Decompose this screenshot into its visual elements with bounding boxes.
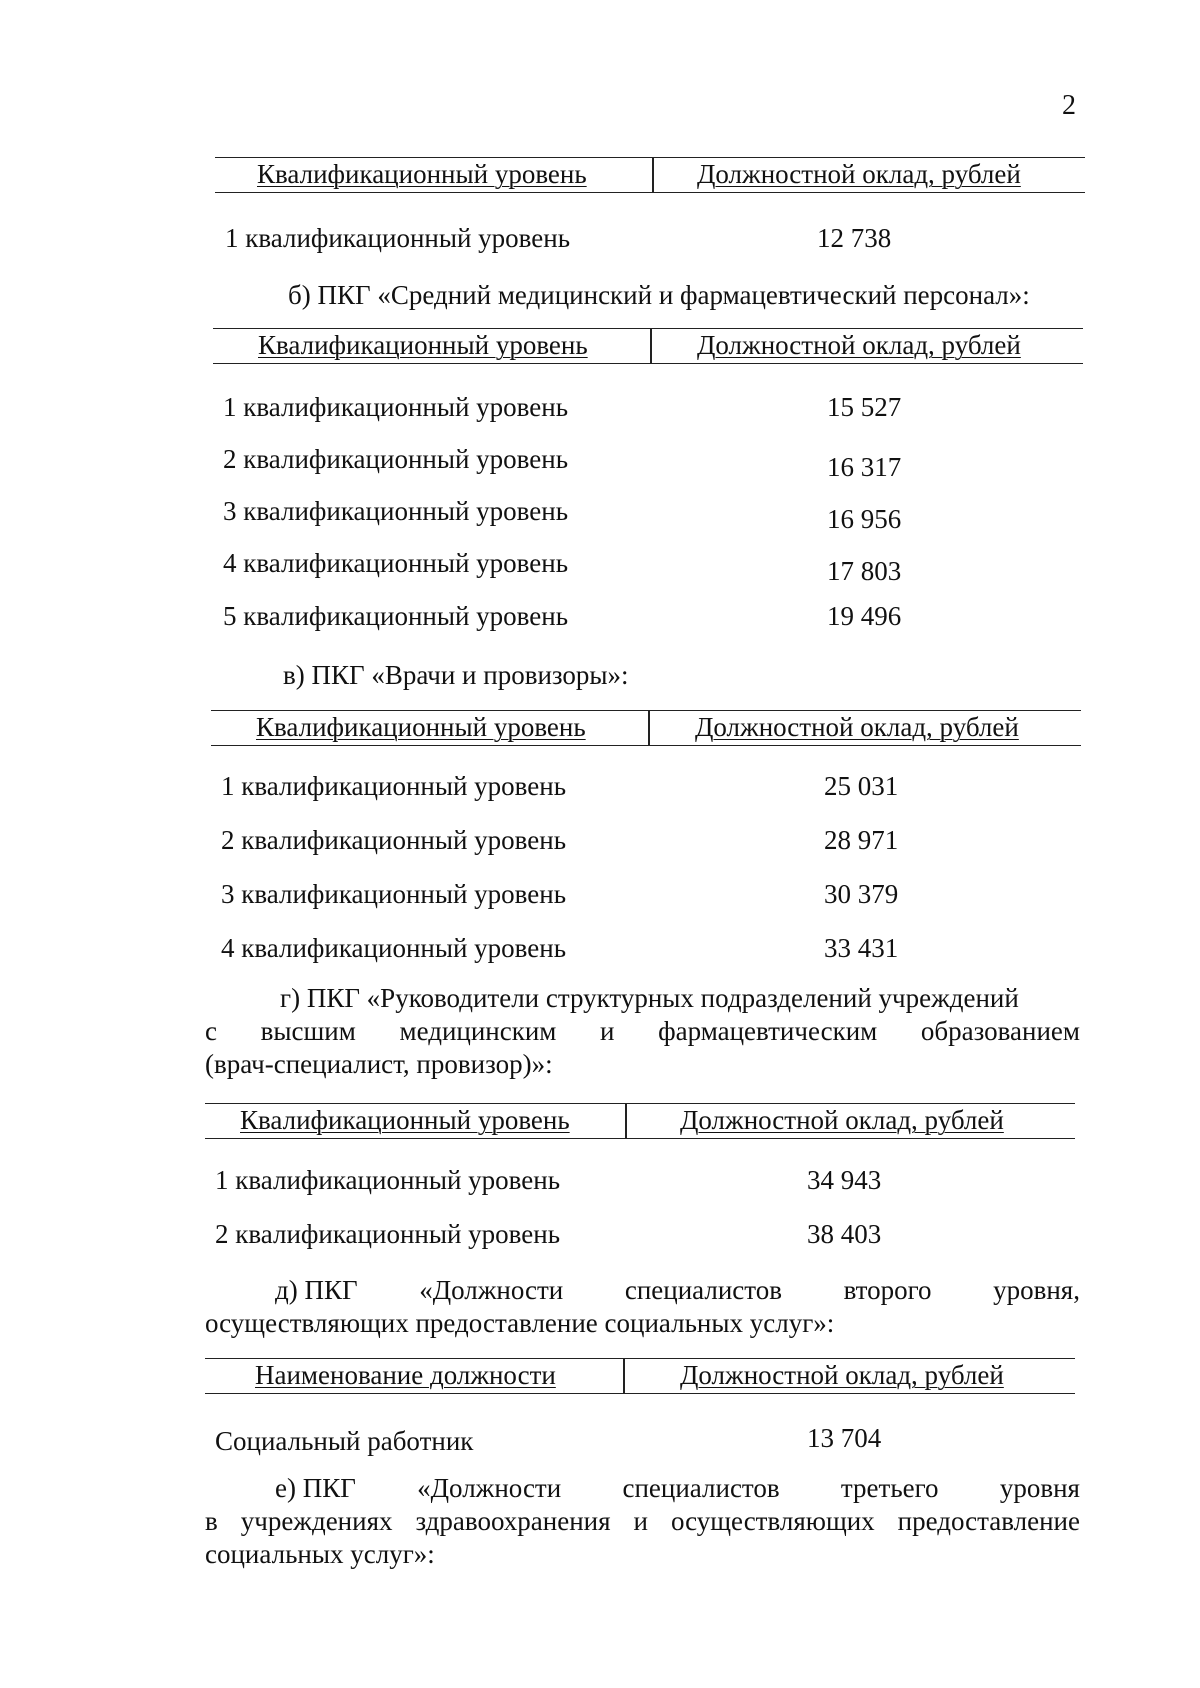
level-cell: 1 квалификационный уровень bbox=[221, 771, 567, 801]
level-cell: 3 квалификационный уровень bbox=[221, 879, 567, 909]
table-row bbox=[211, 881, 1081, 911]
table-d bbox=[205, 1358, 1075, 1456]
table-row bbox=[213, 496, 1083, 534]
column-divider bbox=[648, 711, 650, 745]
word: образованием bbox=[920, 1016, 1080, 1046]
word: «Должности bbox=[417, 1473, 562, 1503]
word: е) ПКГ bbox=[275, 1473, 356, 1503]
table-row bbox=[213, 603, 1083, 633]
level-cell: 4 квалификационный уровень bbox=[223, 548, 569, 578]
table-v-header bbox=[211, 710, 1081, 746]
word: второго bbox=[843, 1275, 932, 1305]
column-divider bbox=[652, 158, 654, 192]
page-number: 2 bbox=[1062, 90, 1076, 121]
salary-cell: 30 379 bbox=[824, 879, 899, 909]
table-row bbox=[205, 1423, 1075, 1458]
table-row bbox=[205, 1167, 1075, 1197]
salary-cell: 16 317 bbox=[827, 452, 902, 482]
section-d-line-2: осуществляющих предоставление социальных услуг»: bbox=[205, 1308, 835, 1338]
level-cell: 5 квалификационный уровень bbox=[223, 601, 569, 631]
column-header-salary: Должностной оклад, рублей bbox=[697, 330, 1021, 360]
table-row bbox=[211, 935, 1081, 965]
table-a-header bbox=[215, 157, 1085, 193]
word: уровня bbox=[999, 1473, 1080, 1503]
table-row bbox=[213, 548, 1083, 586]
word: фармацевтическим bbox=[658, 1016, 878, 1046]
word: и bbox=[600, 1016, 615, 1046]
salary-cell: 16 956 bbox=[827, 504, 902, 534]
salary-cell: 28 971 bbox=[824, 825, 899, 855]
word: специалистов bbox=[624, 1275, 782, 1305]
table-g-header bbox=[205, 1103, 1075, 1139]
section-g-line-2 bbox=[205, 1018, 1080, 1045]
salary-cell: 38 403 bbox=[807, 1219, 882, 1249]
salary-cell: 12 738 bbox=[817, 223, 892, 253]
word: «Должности bbox=[419, 1275, 564, 1305]
level-cell: 2 квалификационный уровень bbox=[223, 444, 569, 474]
word: медицинским bbox=[399, 1016, 557, 1046]
table-d-header bbox=[205, 1358, 1075, 1394]
salary-cell: 33 431 bbox=[824, 933, 899, 963]
column-header-salary: Должностной оклад, рублей bbox=[680, 1360, 1004, 1390]
column-divider bbox=[623, 1359, 625, 1393]
table-row bbox=[213, 444, 1083, 482]
column-header-level: Квалификационный уровень bbox=[240, 1105, 570, 1135]
level-cell: 1 квалификационный уровень bbox=[223, 392, 569, 422]
salary-cell: 25 031 bbox=[824, 771, 899, 801]
table-row bbox=[215, 225, 1085, 255]
salary-cell: 15 527 bbox=[827, 392, 902, 422]
word: третьего bbox=[840, 1473, 939, 1503]
section-e-line-2: в учреждениях здравоохранения и осуществляющих предоставление bbox=[205, 1506, 1080, 1536]
table-g bbox=[205, 1103, 1075, 1249]
section-e-line-3: социальных услуг»: bbox=[205, 1539, 435, 1569]
table-row bbox=[211, 827, 1081, 857]
column-header-level: Квалификационный уровень bbox=[257, 159, 587, 189]
level-cell: 1 квалификационный уровень bbox=[215, 1165, 561, 1195]
salary-cell: 17 803 bbox=[827, 556, 902, 586]
section-g-line-1: г) ПКГ «Руководители структурных подразделений учреждений bbox=[280, 983, 1019, 1013]
position-cell: Социальный работник bbox=[215, 1426, 474, 1456]
column-header-salary: Должностной оклад, рублей bbox=[680, 1105, 1004, 1135]
table-b bbox=[213, 328, 1083, 631]
section-e-line-1 bbox=[275, 1475, 1080, 1502]
table-v bbox=[211, 710, 1081, 963]
salary-cell: 13 704 bbox=[807, 1423, 882, 1453]
column-header-salary: Должностной оклад, рублей bbox=[697, 159, 1021, 189]
salary-cell: 34 943 bbox=[807, 1165, 882, 1195]
table-b-header bbox=[213, 328, 1083, 364]
section-v-title: в) ПКГ «Врачи и провизоры»: bbox=[283, 660, 629, 690]
word: специалистов bbox=[622, 1473, 780, 1503]
word: уровня, bbox=[993, 1275, 1080, 1305]
level-cell: 1 квалификационный уровень bbox=[225, 223, 571, 253]
word: д) ПКГ bbox=[275, 1275, 358, 1305]
column-header-salary: Должностной оклад, рублей bbox=[695, 712, 1019, 742]
level-cell: 3 квалификационный уровень bbox=[223, 496, 569, 526]
table-a bbox=[215, 157, 1085, 253]
salary-cell: 19 496 bbox=[827, 601, 902, 631]
column-divider bbox=[650, 329, 652, 363]
column-header-level: Квалификационный уровень bbox=[258, 330, 588, 360]
level-cell: 2 квалификационный уровень bbox=[215, 1219, 561, 1249]
section-d-line-1 bbox=[275, 1277, 1080, 1304]
section-b-title: б) ПКГ «Средний медицинский и фармацевтический персонал»: bbox=[288, 280, 1030, 310]
column-header-level: Квалификационный уровень bbox=[256, 712, 586, 742]
word: высшим bbox=[260, 1016, 356, 1046]
word: с bbox=[205, 1016, 217, 1046]
level-cell: 4 квалификационный уровень bbox=[221, 933, 567, 963]
level-cell: 2 квалификационный уровень bbox=[221, 825, 567, 855]
table-row bbox=[211, 773, 1081, 803]
column-header-position: Наименование должности bbox=[255, 1360, 556, 1390]
section-g-line-3: (врач-специалист, провизор)»: bbox=[205, 1049, 553, 1079]
table-row bbox=[205, 1221, 1075, 1251]
table-row bbox=[213, 394, 1083, 424]
column-divider bbox=[625, 1104, 627, 1138]
